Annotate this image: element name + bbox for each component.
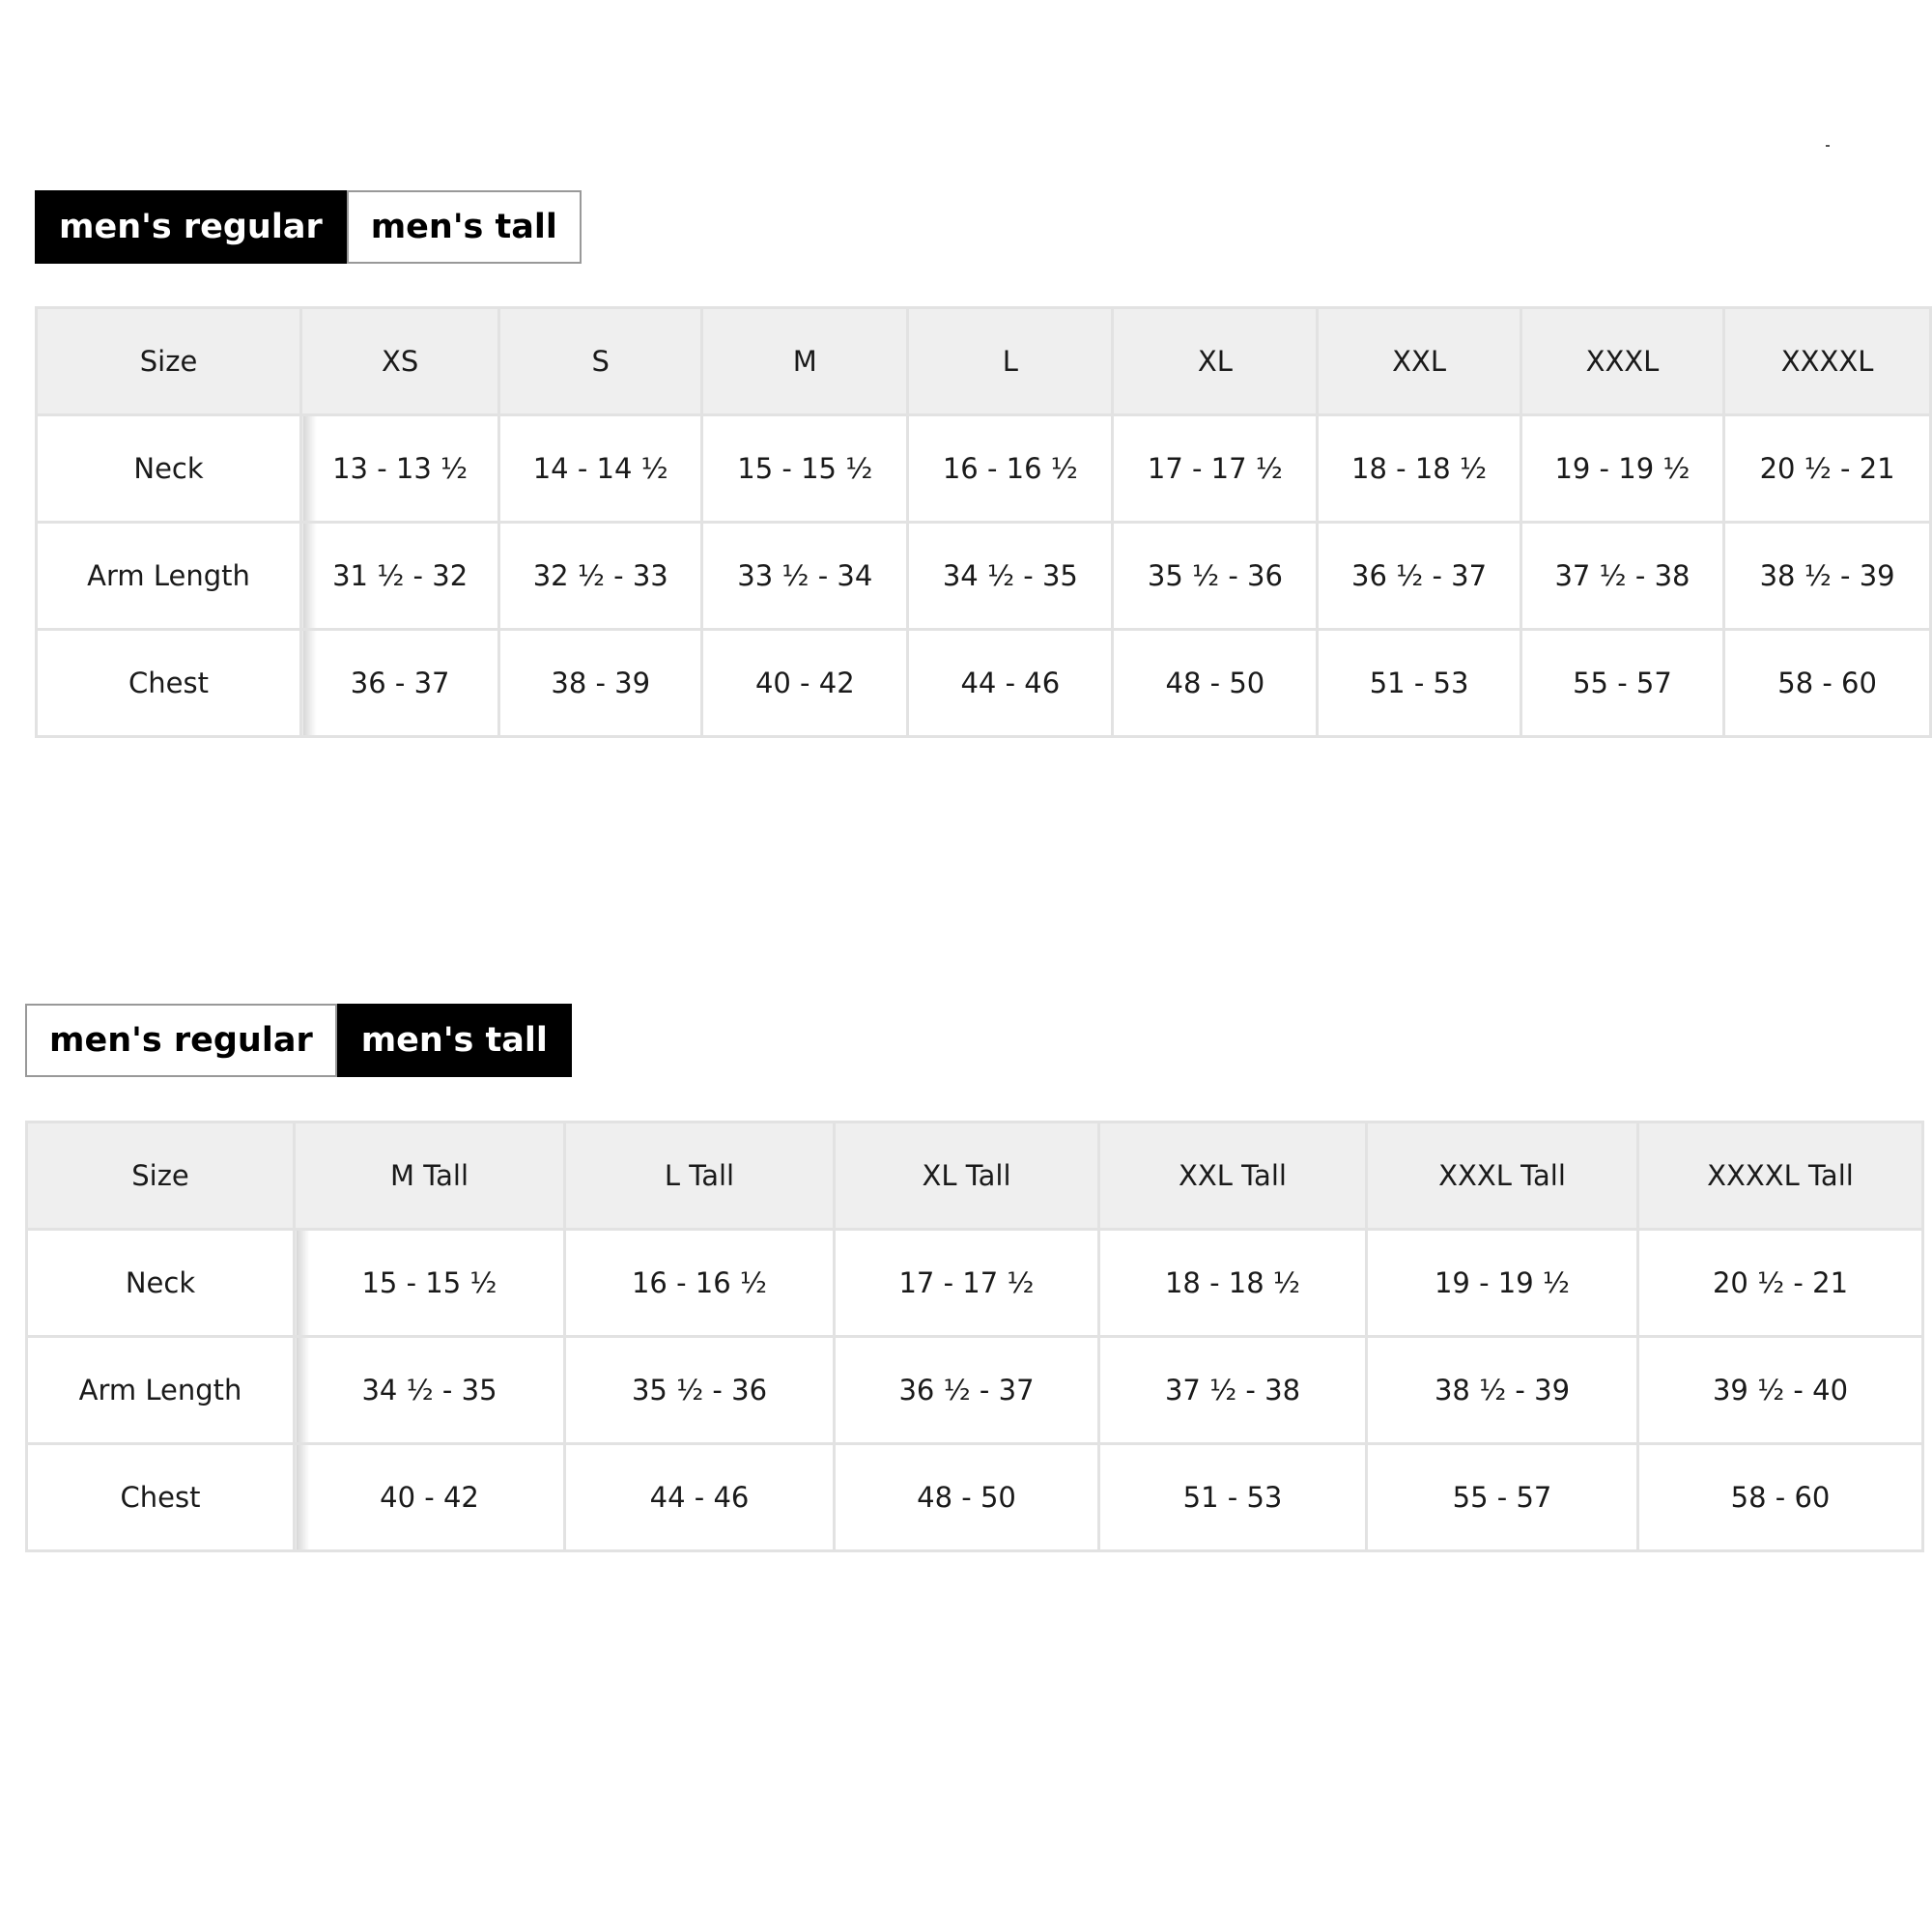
header-cell: XXL xyxy=(1318,308,1520,415)
table-cell: 35 ½ - 36 xyxy=(565,1337,835,1444)
header-cell: XS xyxy=(301,308,499,415)
header-cell: XXXL xyxy=(1520,308,1724,415)
header-cell: XXL Tall xyxy=(1099,1122,1367,1230)
table-cell: 51 - 53 xyxy=(1318,630,1520,737)
table-cell: 48 - 50 xyxy=(1113,630,1318,737)
table-cell: 15 - 15 ½ xyxy=(295,1230,565,1337)
table-cell: 36 ½ - 37 xyxy=(1318,523,1520,630)
table-cell: 19 - 19 ½ xyxy=(1520,415,1724,523)
table-cell: 15 - 15 ½ xyxy=(702,415,908,523)
row-label-arm-length: Arm Length xyxy=(27,1337,295,1444)
table-cell: 32 ½ - 33 xyxy=(499,523,702,630)
table-row xyxy=(27,1230,1923,1337)
row-label-arm-length: Arm Length xyxy=(37,523,301,630)
size-tabs xyxy=(25,1004,1924,1077)
tab-mens-tall[interactable]: men's tall xyxy=(347,190,582,264)
table-cell: 39 ½ - 40 xyxy=(1638,1337,1923,1444)
table-cell: 58 - 60 xyxy=(1724,630,1931,737)
header-cell: M Tall xyxy=(295,1122,565,1230)
header-cell: XXXXL xyxy=(1724,308,1931,415)
row-label-neck: Neck xyxy=(27,1230,295,1337)
table-row xyxy=(37,630,1931,737)
tab-mens-regular[interactable]: men's regular xyxy=(25,1004,337,1077)
table-cell: 37 ½ - 38 xyxy=(1099,1337,1367,1444)
table-cell: 33 ½ - 34 xyxy=(702,523,908,630)
header-cell: XL Tall xyxy=(835,1122,1099,1230)
table-cell: 48 - 50 xyxy=(835,1444,1099,1551)
size-chart-tall xyxy=(25,1004,1924,1552)
table-cell: 55 - 57 xyxy=(1367,1444,1638,1551)
table-cell: 34 ½ - 35 xyxy=(295,1337,565,1444)
header-cell: S xyxy=(499,308,702,415)
table-cell: 40 - 42 xyxy=(295,1444,565,1551)
table-cell: 13 - 13 ½ xyxy=(301,415,499,523)
row-label-chest: Chest xyxy=(27,1444,295,1551)
table-cell: 18 - 18 ½ xyxy=(1099,1230,1367,1337)
table-header-row xyxy=(27,1122,1923,1230)
header-cell: XL xyxy=(1113,308,1318,415)
row-label-chest: Chest xyxy=(37,630,301,737)
table-cell: 16 - 16 ½ xyxy=(565,1230,835,1337)
table-cell: 44 - 46 xyxy=(908,630,1113,737)
table-cell: 18 - 18 ½ xyxy=(1318,415,1520,523)
table-cell: 38 - 39 xyxy=(499,630,702,737)
table-cell: 31 ½ - 32 xyxy=(301,523,499,630)
table-cell: 17 - 17 ½ xyxy=(835,1230,1099,1337)
table-cell: 20 ½ - 21 xyxy=(1724,415,1931,523)
table-cell: 20 ½ - 21 xyxy=(1638,1230,1923,1337)
tab-mens-regular[interactable]: men's regular xyxy=(35,190,347,264)
header-cell: M xyxy=(702,308,908,415)
decorative-dash xyxy=(1826,145,1830,147)
size-tabs xyxy=(35,190,1932,264)
header-cell: L xyxy=(908,308,1113,415)
size-chart-regular xyxy=(35,190,1932,738)
table-cell: 51 - 53 xyxy=(1099,1444,1367,1551)
header-cell: XXXL Tall xyxy=(1367,1122,1638,1230)
tab-mens-tall[interactable]: men's tall xyxy=(337,1004,572,1077)
table-cell: 55 - 57 xyxy=(1520,630,1724,737)
table-row xyxy=(27,1444,1923,1551)
header-cell-size: Size xyxy=(37,308,301,415)
table-header-row xyxy=(37,308,1931,415)
table-cell: 16 - 16 ½ xyxy=(908,415,1113,523)
table-row xyxy=(37,415,1931,523)
table-cell: 36 - 37 xyxy=(301,630,499,737)
table-row xyxy=(27,1337,1923,1444)
table-cell: 38 ½ - 39 xyxy=(1367,1337,1638,1444)
table-cell: 44 - 46 xyxy=(565,1444,835,1551)
header-cell: XXXXL Tall xyxy=(1638,1122,1923,1230)
header-cell: L Tall xyxy=(565,1122,835,1230)
table-cell: 34 ½ - 35 xyxy=(908,523,1113,630)
table-row xyxy=(37,523,1931,630)
table-cell: 58 - 60 xyxy=(1638,1444,1923,1551)
table-cell: 35 ½ - 36 xyxy=(1113,523,1318,630)
row-label-neck: Neck xyxy=(37,415,301,523)
size-table xyxy=(25,1121,1924,1552)
table-cell: 40 - 42 xyxy=(702,630,908,737)
size-table xyxy=(35,306,1932,738)
table-cell: 14 - 14 ½ xyxy=(499,415,702,523)
table-cell: 17 - 17 ½ xyxy=(1113,415,1318,523)
table-cell: 38 ½ - 39 xyxy=(1724,523,1931,630)
table-cell: 37 ½ - 38 xyxy=(1520,523,1724,630)
header-cell-size: Size xyxy=(27,1122,295,1230)
table-cell: 36 ½ - 37 xyxy=(835,1337,1099,1444)
table-cell: 19 - 19 ½ xyxy=(1367,1230,1638,1337)
